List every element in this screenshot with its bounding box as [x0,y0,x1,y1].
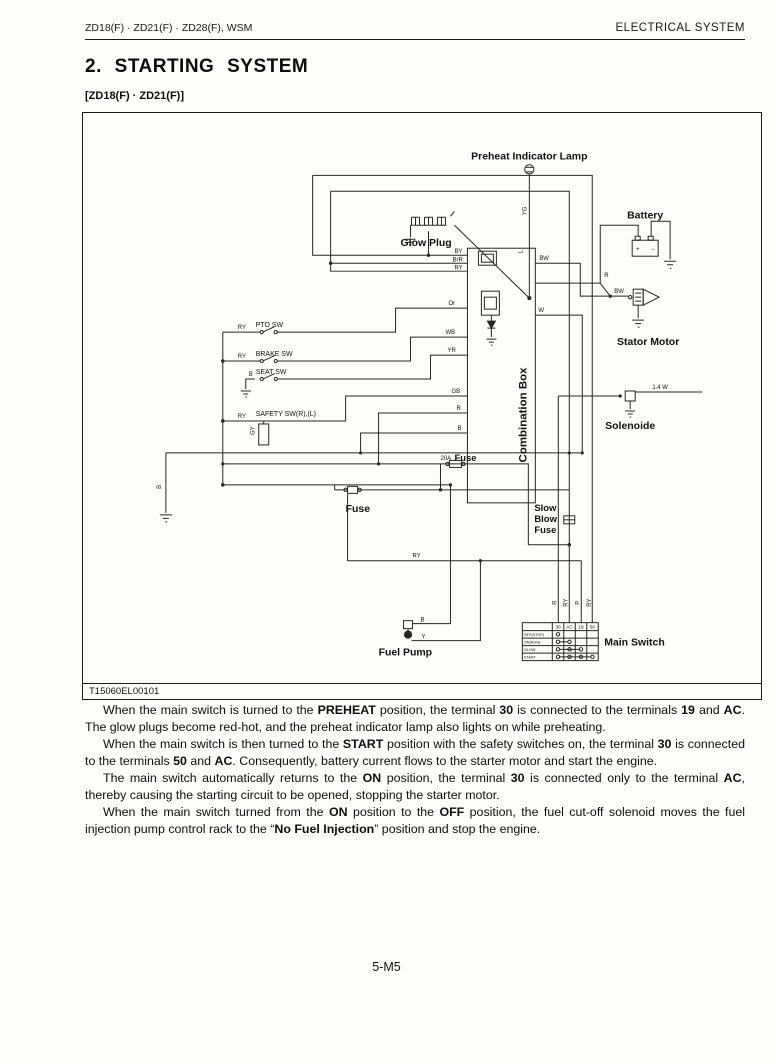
wire-ry-brake: RY [237,354,246,361]
relay2-icon [481,291,499,315]
ms-row-glow: GLOW [523,648,536,653]
paragraph-off: When the main switch turned from the ON position to the OFF position, the fuel cut-off solenoid moves the fuel injection pump control rack to the “No Fuel Injection” position and stop the engine. [85,804,745,836]
wire-ry-loop: RY [412,553,421,560]
solenoid-watt-label: 1.4 W [652,385,668,392]
ms-col-ac: AC [566,624,573,630]
stator-motor-label: Stator Motor [617,337,680,349]
wire-ry-ms1: RY [563,598,570,607]
stator-motor-icon [628,289,659,305]
main-switch-table [522,623,598,661]
section-name: STARTING SYSTEM [114,56,309,77]
section-number: 2. [85,56,102,77]
battery-minus: − [651,247,655,254]
page-header [85,22,745,34]
junction-dots [221,254,622,563]
slowblow-fuse-label: Fuse [534,524,557,536]
brake-sw-label: BRAKE SW [255,351,293,359]
ms-col-50: 50 [589,624,595,630]
battery-label: Battery [627,210,664,222]
wire-yr: YR [447,348,456,355]
glow-plug-label: Glow Plug [400,238,452,250]
section-title [85,56,308,78]
wire-r-battery: R [604,273,609,280]
wire-yg-lamp: YG [522,206,529,216]
fuse-label: Fuse [345,503,371,515]
wiring-diagram-svg [83,113,760,683]
wire-b-box: B [457,425,462,432]
ms-col-19: 19 [578,624,584,630]
header-rule [85,39,745,40]
diode-icon [487,321,495,328]
page-number: 5-M5 [372,960,401,974]
ms-row-off: OFF(STOP) [523,633,545,638]
seat-sw-label: SEAT SW [255,369,287,377]
paragraph-on: The main switch automatically returns to the ON position, the terminal 30 is connected only to the terminal AC, thereby causing the starting circuit to be opened, stopping the starter motor. [85,770,745,802]
wire-by: BY [454,249,463,256]
wire-b-pump: B [420,617,425,624]
glow-plug-icon [412,211,455,225]
ms-row-start: START [523,655,536,660]
header-model-code: ZD18(F) · ZD21(F) · ZD28(F), WSM [85,22,253,34]
fuse20-amp-label: 20A [440,455,452,462]
slow-label: Slow [534,502,557,514]
wire-gy-safety: GY [250,426,257,435]
header-section-title: ELECTRICAL SYSTEM [615,22,745,34]
pto-sw-label: PTO SW [255,322,284,330]
wire-b-seat: B [248,372,253,379]
figure-code: T15060EL00101 [83,683,761,701]
wire-or: Or [448,301,456,308]
wire-b-ground: B [156,484,163,489]
wire-gb: GB [451,389,461,396]
wire-wb: WB [445,330,456,337]
ms-row-on: ON(RUN) [523,640,541,645]
wire-w: W [538,308,544,315]
fuel-pump-label: Fuel Pump [378,647,433,659]
wire-y-pump: Y [421,634,426,641]
paragraph-start: When the main switch is then turned to the START position with the safety switches on, the terminal 30 is connected to the terminals 50 and AC. Consequently, battery current flows to the starter motor and start the engine. [85,736,745,768]
wire-ry-pto: RY [237,325,246,332]
wire-bw-motor: BW [614,289,624,296]
safety-switch-icon [259,421,269,445]
ground-icons [160,239,676,522]
preheat-lamp-label: Preheat Indicator Lamp [471,151,588,163]
wire-ry-ms2: RY [587,598,594,607]
wire-ry-safety: RY [237,413,246,420]
fuse20-label: Fuse [454,452,477,464]
wire-r-box: R [456,405,461,412]
solenoid-icon [625,391,635,401]
blow-label: Blow [534,513,557,525]
wiring-diagram-figure [82,112,762,700]
body-text [85,702,745,838]
wire-brr: BrR [452,257,463,264]
combination-box-label: Combination Box [517,367,530,463]
battery-plus: + [636,247,640,254]
safety-sw-label: SAFETY SW(R),(L) [255,410,317,418]
solenoide-label: Solenoide [605,420,656,432]
model-subtitle: [ZD18(F) · ZD21(F)] [85,90,184,102]
wire-p-ms: P [575,600,582,605]
wire-l-lamp: L [518,249,525,254]
wire-r-ms: R [552,600,559,605]
wire-ry-glow: RY [454,265,463,272]
wire-bw-box: BW [539,256,549,263]
paragraph-preheat: When the main switch is turned to the PREHEAT position, the terminal 30 is connected to the terminals 19 and AC. The glow plugs become red-hot, and the preheat indicator lamp also lights on while preheating. [85,703,746,734]
main-switch-label: Main Switch [604,637,665,649]
fuel-pump-icon [404,621,413,639]
ms-col-30: 30 [555,624,561,630]
preheat-lamp-icon [525,165,534,174]
